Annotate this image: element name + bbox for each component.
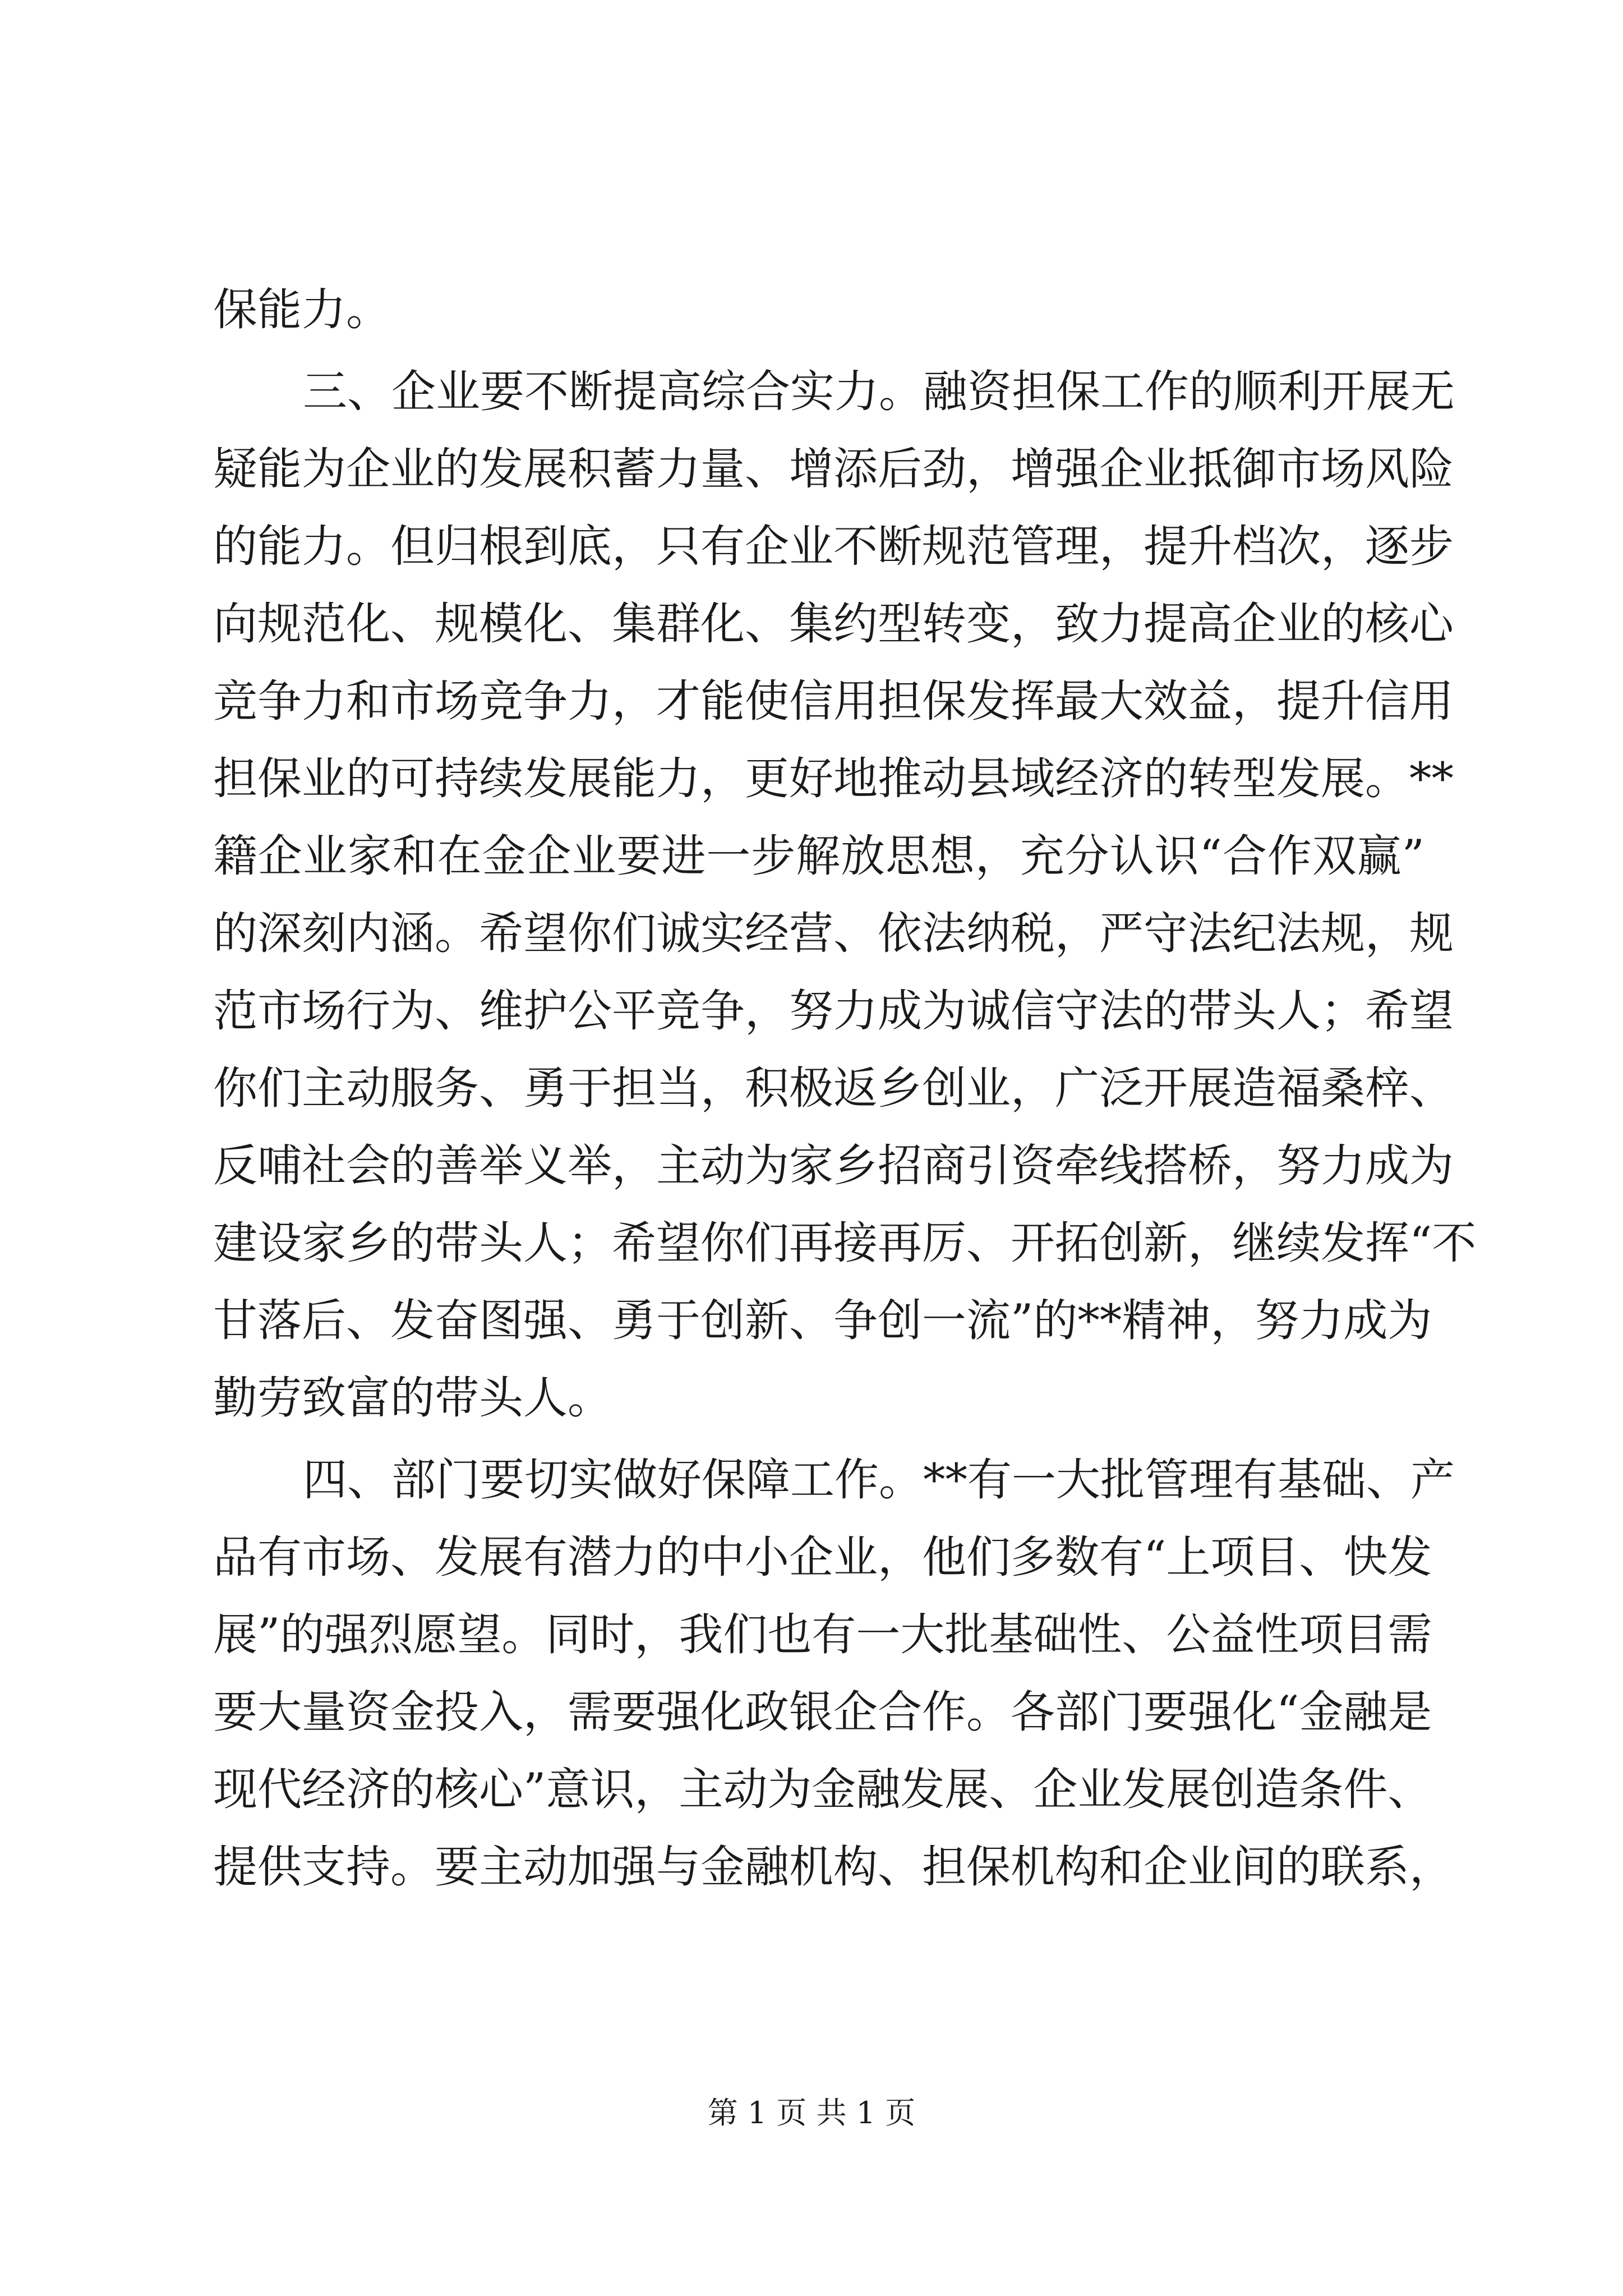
body-line-10: 范市场行为、维护公平竞争，努力成为诚信守法的带头人；希望	[213, 985, 1454, 1037]
body-line-18: 展”的强烈愿望。同时，我们也有一大批基础性、公益性项目需	[213, 1609, 1432, 1660]
body-line-8: 籍企业家和在金企业要进一步解放思想，充分认识“合作双赢”	[213, 830, 1424, 882]
body-line-21: 提供支持。要主动加强与金融机构、担保机构和企业间的联系，	[213, 1841, 1454, 1893]
body-line-4: 的能力。但归根到底，只有企业不断规范管理，提升档次，逐步	[213, 521, 1454, 572]
body-line-5: 向规范化、规模化、集群化、集约型转变，致力提高企业的核心	[213, 598, 1454, 650]
body-line-16: 四、部门要切实做好保障工作。**有一大批管理有基础、产	[303, 1454, 1455, 1506]
body-line-1: 保能力。	[213, 284, 390, 335]
body-line-13: 建设家乡的带头人；希望你们再接再厉、开拓创新，继续发挥“不	[213, 1217, 1477, 1269]
body-line-2: 三、企业要不断提高综合实力。融资担保工作的顺利开展无	[303, 366, 1455, 417]
body-line-15: 勤劳致富的带头人。	[213, 1372, 612, 1424]
body-line-17: 品有市场、发展有潜力的中小企业，他们多数有“上项目、快发	[213, 1531, 1432, 1583]
body-line-11: 你们主动服务、勇于担当，积极返乡创业，广泛开展造福桑梓、	[213, 1062, 1454, 1114]
body-line-7: 担保业的可持续发展能力，更好地推动县域经济的转型发展。**	[213, 753, 1454, 804]
body-line-3: 疑能为企业的发展积蓄力量、增添后劲，增强企业抵御市场风险	[213, 443, 1454, 495]
body-line-9: 的深刻内涵。希望你们诚实经营、依法纳税，严守法纪法规，规	[213, 908, 1454, 959]
page-footer: 第 1 页 共 1 页	[707, 2095, 916, 2131]
body-line-19: 要大量资金投入，需要强化政银企合作。各部门要强化“金融是	[213, 1686, 1432, 1738]
body-line-12: 反哺社会的善举义举，主动为家乡招商引资牵线搭桥，努力成为	[213, 1140, 1454, 1191]
body-line-6: 竞争力和市场竞争力，才能使信用担保发挥最大效益，提升信用	[213, 675, 1454, 727]
body-line-20: 现代经济的核心”意识，主动为金融发展、企业发展创造条件、	[213, 1764, 1432, 1815]
body-line-14: 甘落后、发奋图强、勇于创新、争创一流”的**精神，努力成为	[213, 1295, 1432, 1346]
